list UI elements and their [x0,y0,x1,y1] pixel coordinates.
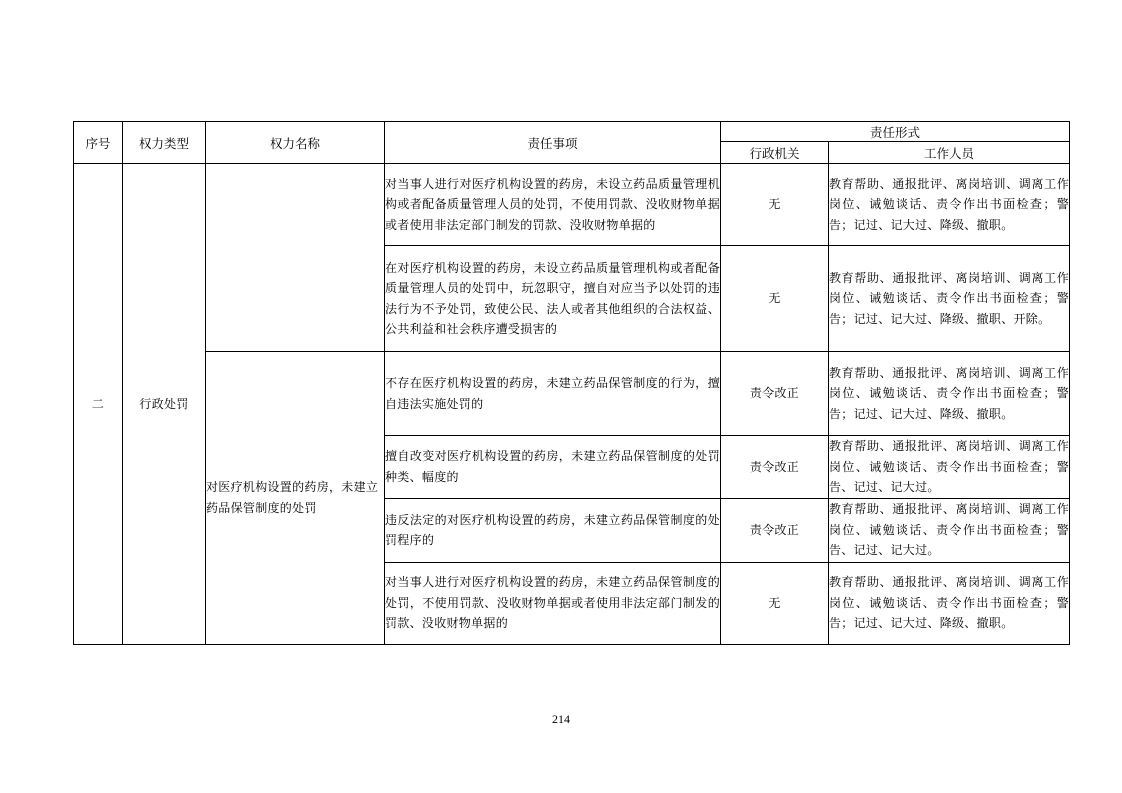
admin-org-cell: 责令改正 [721,436,829,499]
header-admin-org: 行政机关 [721,142,829,164]
table-row [74,352,1070,436]
responsibility-table [73,121,1070,645]
header-seq: 序号 [74,122,123,164]
matter-cell: 对当事人进行对医疗机构设置的药房，未设立药品质量管理机构或者配备质量管理人员的处罚，不使用罚款、没收财物单据或者使用非法定部门制发的罚款、没收财物单据的 [385,164,721,246]
staff-cell: 教育帮助、通报批评、离岗培训、调离工作岗位、诫勉谈话、责令作出书面检查；警告；记过、记大过、降级、撤职、开除。 [829,246,1070,352]
page-number: 214 [552,712,570,726]
header-matters: 责任事项 [385,122,721,164]
header-power-type: 权力类型 [123,122,206,164]
staff-cell: 教育帮助、通报批评、离岗培训、调离工作岗位、诫勉谈话、责令作出书面检查；警告、记过、记大过。 [829,498,1070,562]
power-name-cell-1 [206,164,385,352]
admin-org-cell: 无 [721,246,829,352]
matter-cell: 违反法定的对医疗机构设置的药房，未建立药品保管制度的处罚程序的 [385,498,721,562]
header-staff: 工作人员 [829,142,1070,164]
staff-cell: 教育帮助、通报批评、离岗培训、调离工作岗位、诫勉谈话、责令作出书面检查；警告；记过、记大过、降级、撤职。 [829,562,1070,644]
admin-org-cell: 无 [721,164,829,246]
staff-cell: 教育帮助、通报批评、离岗培训、调离工作岗位、诫勉谈话、责令作出书面检查；警告；记过、记大过、降级、撤职。 [829,352,1070,436]
power-name-cell-2: 对医疗机构设置的药房，未建立药品保管制度的处罚 [206,352,385,645]
matter-cell: 擅自改变对医疗机构设置的药房，未建立药品保管制度的处罚种类、幅度的 [385,436,721,499]
matter-cell: 对当事人进行对医疗机构设置的药房，未建立药品保管制度的处罚，不使用罚款、没收财物单据或者使用非法定部门制发的罚款、没收财物单据的 [385,562,721,644]
seq-cell: 二 [74,164,123,645]
power-type-cell: 行政处罚 [123,164,206,645]
header-forms: 责任形式 [721,122,1070,142]
matter-cell: 不存在医疗机构设置的药房，未建立药品保管制度的行为，擅自违法实施处罚的 [385,352,721,436]
staff-cell: 教育帮助、通报批评、离岗培训、调离工作岗位、诫勉谈话、责令作出书面检查；警告；记过、记大过、降级、撤职。 [829,164,1070,246]
header-row-1 [74,122,1070,142]
admin-org-cell: 责令改正 [721,352,829,436]
admin-org-cell: 无 [721,562,829,644]
header-power-name: 权力名称 [206,122,385,164]
staff-cell: 教育帮助、通报批评、离岗培训、调离工作岗位、诫勉谈话、责令作出书面检查；警告、记过、记大过。 [829,436,1070,499]
matter-cell: 在对医疗机构设置的药房，未设立药品质量管理机构或者配备质量管理人员的处罚中，玩忽职守，擅自对应当予以处罚的违法行为不予处罚，致使公民、法人或者其他组织的合法权益、公共利益和社会秩序遭受损害的 [385,246,721,352]
table-row [74,164,1070,246]
admin-org-cell: 责令改正 [721,498,829,562]
